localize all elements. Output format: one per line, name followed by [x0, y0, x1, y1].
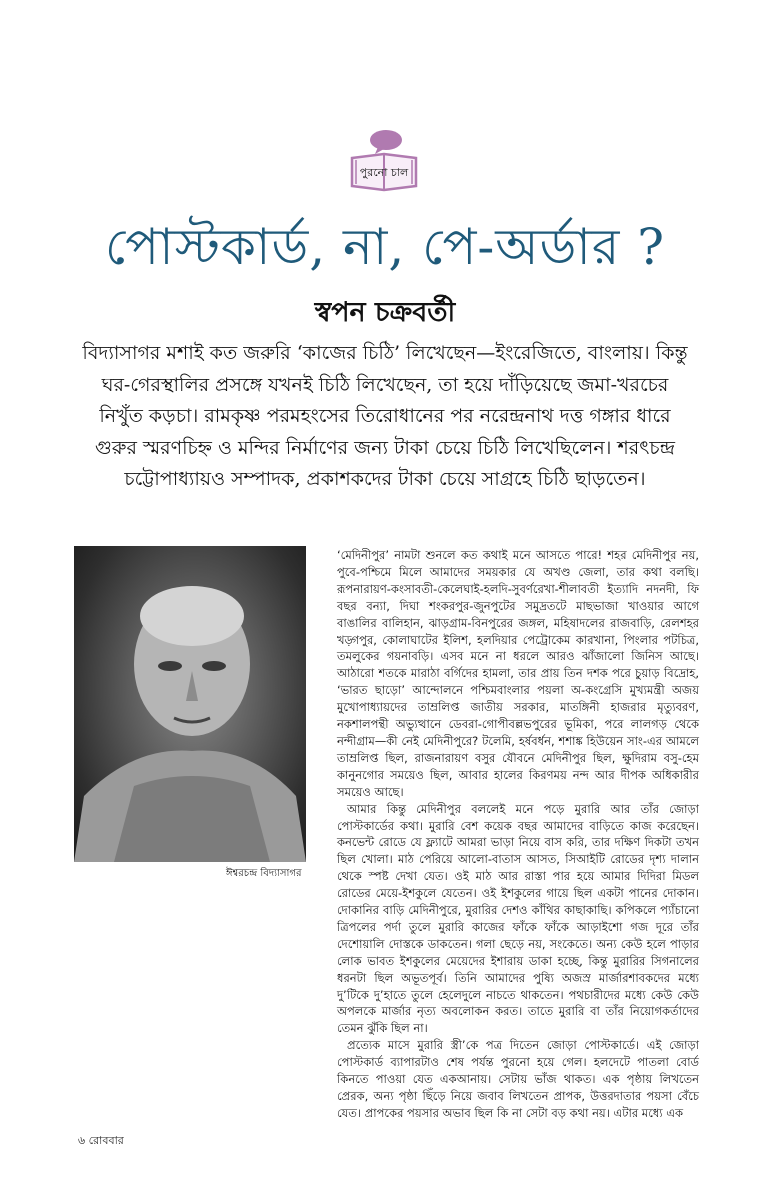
page-footer: ৬ রোববার: [78, 1134, 124, 1147]
intro-text: বিদ্যাসাগর মশাই কত জরুরি ‘কাজের চিঠি’ লিখেছেন—ইংরেজিতে, বাংলায়। কিন্তু ঘর-গেরস্থালির প্রসঙ্গে যখনই চিঠি লিখেছেন, তা হয়ে দাঁড়িয়েছে জমা-খরচের নিখুঁত কড়চা। রামকৃষ্ণ পরমহংসের তিরোধানের পর নরেন্দ্রনাথ দত্ত গঙ্গার ধারে গুরুর স্মরণচিহ্ন ও মন্দির নির্মাণের জন্য টাকা চেয়ে চিঠি লিখেছিলেন। শরৎচন্দ্র চট্টোপাধ্যায়ও সম্পাদক, প্রকাশকদের টাকা চেয়ে সাগ্রহে চিঠি ছাড়তেন।: [82, 342, 688, 490]
photo-caption: ঈশ্বরচন্দ্র বিদ্যাসাগর: [226, 868, 302, 879]
author-name: স্বপন চক্রবর্তী: [314, 297, 456, 328]
article-paragraph: প্রত্যেক মাসে মুরারি স্ত্রী’কে পত্র দিতেন জোড়া পোস্টকার্ডে। এই জোড়া পোস্টকার্ড ব্যাপারটাও শেষ পর্যন্ত পুরনো হয়ে গেল। হলদেটে পাতলা বোর্ড কিনতে পাওয়া যেত একআনায়। সেটায় ভাঁজ থাকত। এক পৃষ্ঠায় লিখতেন প্রেরক, অন্য পৃষ্ঠা ছিঁড়ে নিয়ে জবাব লিখতেন প্রাপক, উত্তরদাতার পয়সা বেঁচে যেত। প্রাপকের পয়সার অভাব ছিল কি না সেটা বড় কথা নয়। এটার মধ্যে এক: [337, 1038, 699, 1120]
article-paragraph: ‘মেদিনীপুর’ নামটা শুনলে কত কথাই মনে আসতে পারে! শহর মেদিনীপুর নয়, পুবে-পশ্চিমে মিলে আমাদের সময়কার যে অখণ্ড জেলা, তার কথা বলছি। রূপনারায়ণ-কংসাবতী-কেলেঘাই-হলদি-সুবর্ণরেখা-শীলাবতী ইত্যাদি নদনদী, ফি বছর বন্যা, দিঘা শংকরপুর-জুনপুটের সমুদ্রতটে মাছভাজা খাওয়ার আগে বাঙালির বালিহান, ঝাড়গ্রাম-বিনপুরের জঙ্গল, মহিষাদলের রাজবাড়ি, রেলশহর খড়্গপুর, কোলাঘাটের ইলিশ, হলদিয়ার পেট্রোকেম কারখানা, পিংলার পটচিত্র, তমলুকের গয়নাবড়ি। এসব মনে না ধরলে আরও ঝাঁজালো জিনিস আছে। আঠারো শতকে মারাঠা বর্গিদের হামলা, তার প্রায় তিন দশক পরে চুয়াড় বিদ্রোহ, ‘ভারত ছাড়ো’ আন্দোলনে পশ্চিমবাংলার পয়লা অ-কংগ্রেসি মুখ্যমন্ত্রী অজয় মুখোপাধ্যায়দের তাম্রলিপ্ত জাতীয় সরকার, মাতঙ্গিনী হাজরার মৃত্যুবরণ, নকশালপন্থী অভ্যুত্থানে ডেবরা-গোপীবল্লভপুরের ভূমিকা, পরে লালগড় থেকে নন্দীগ্রাম—কী নেই মেদিনীপুরে? টলেমি, হর্ষবর্ধন, শশাঙ্ক হিউয়েন সাং-এর আমলে তাম্রলিপ্ত ছিল, রাজনারায়ণ বসুর যৌবনে মেদিনীপুর ছিল, ক্ষুদিরাম বসু-হেম কানুনগোর সময়েও ছিল, আবার হালের কিরণময় নন্দ আর দীপক অধিকারীর সময়েও আছে।: [337, 548, 699, 799]
article-paragraph: আমার কিন্তু মেদিনীপুর বললেই মনে পড়ে মুরারি আর তাঁর জোড়া পোস্টকার্ডের কথা। মুরারি বেশ কয়েক বছর আমাদের বাড়িতে কাজ করেছেন। কনভেন্ট রোডে যে ফ্ল্যাটে আমরা ভাড়া নিয়ে বাস করি, তার দক্ষিণ দিকটা তখন ছিল খোলা। মাঠ পেরিয়ে আলো-বাতাস আসত, সিআইটি রোডের দৃশ্য দালান থেকে স্পষ্ট দেখা যেত। ওই মাঠ আর রাস্তা পার হয়ে আমার দিদিরা মিডল রোডের মেয়ে-ইশকুলে যেতেন। ওই ইশকুলের গায়ে ছিল একটা পানের দোকান। দোকানির বাড়ি মেদিনীপুরে, মুরারির দেশও কাঁথির কাছাকাছি। কপিকলে প্যাঁচানো ত্রিপলের পর্দা তুলে মুরারি কাজের ফাঁকে ফাঁকে আড়াইশো গজ দূরে তাঁর দেশোয়ালি দোস্তকে ডাকতেন। গলা ছেড়ে নয়, সংকেতে। অন্য কেউ হলে পাড়ার লোক ভাবত ইশকুলের মেয়েদের ইশারায় ডাকা হচ্ছে, কিন্তু মুরারির সিগনালের ধরনটা ছিল অভূতপূর্ব। তিনি আমাদের পুষ্যি অজস্র মার্জারশাবকদের মধ্যে দু’টিকে দু’হাতে তুলে হেলেদুলে নাচতে থাকতেন। পথচারীদের মধ্যে কেউ কেউ অপলকে মার্জার নৃত্য অবলোকন করত। তাতে মুরারি বা তাঁর নিয়োগকর্তাদের তেমন ঝুঁকি ছিল না।: [337, 801, 699, 1036]
column-label: পুরনো চাল: [359, 166, 409, 179]
page-title: পোস্টকার্ড, না, পে-অর্ডার ?: [104, 218, 666, 276]
column-logo: [348, 128, 420, 196]
portrait-photo: [74, 546, 306, 862]
open-book-speech-bubble-icon: [348, 128, 420, 196]
portrait-figure: [74, 546, 306, 862]
article-body: [337, 547, 699, 1122]
